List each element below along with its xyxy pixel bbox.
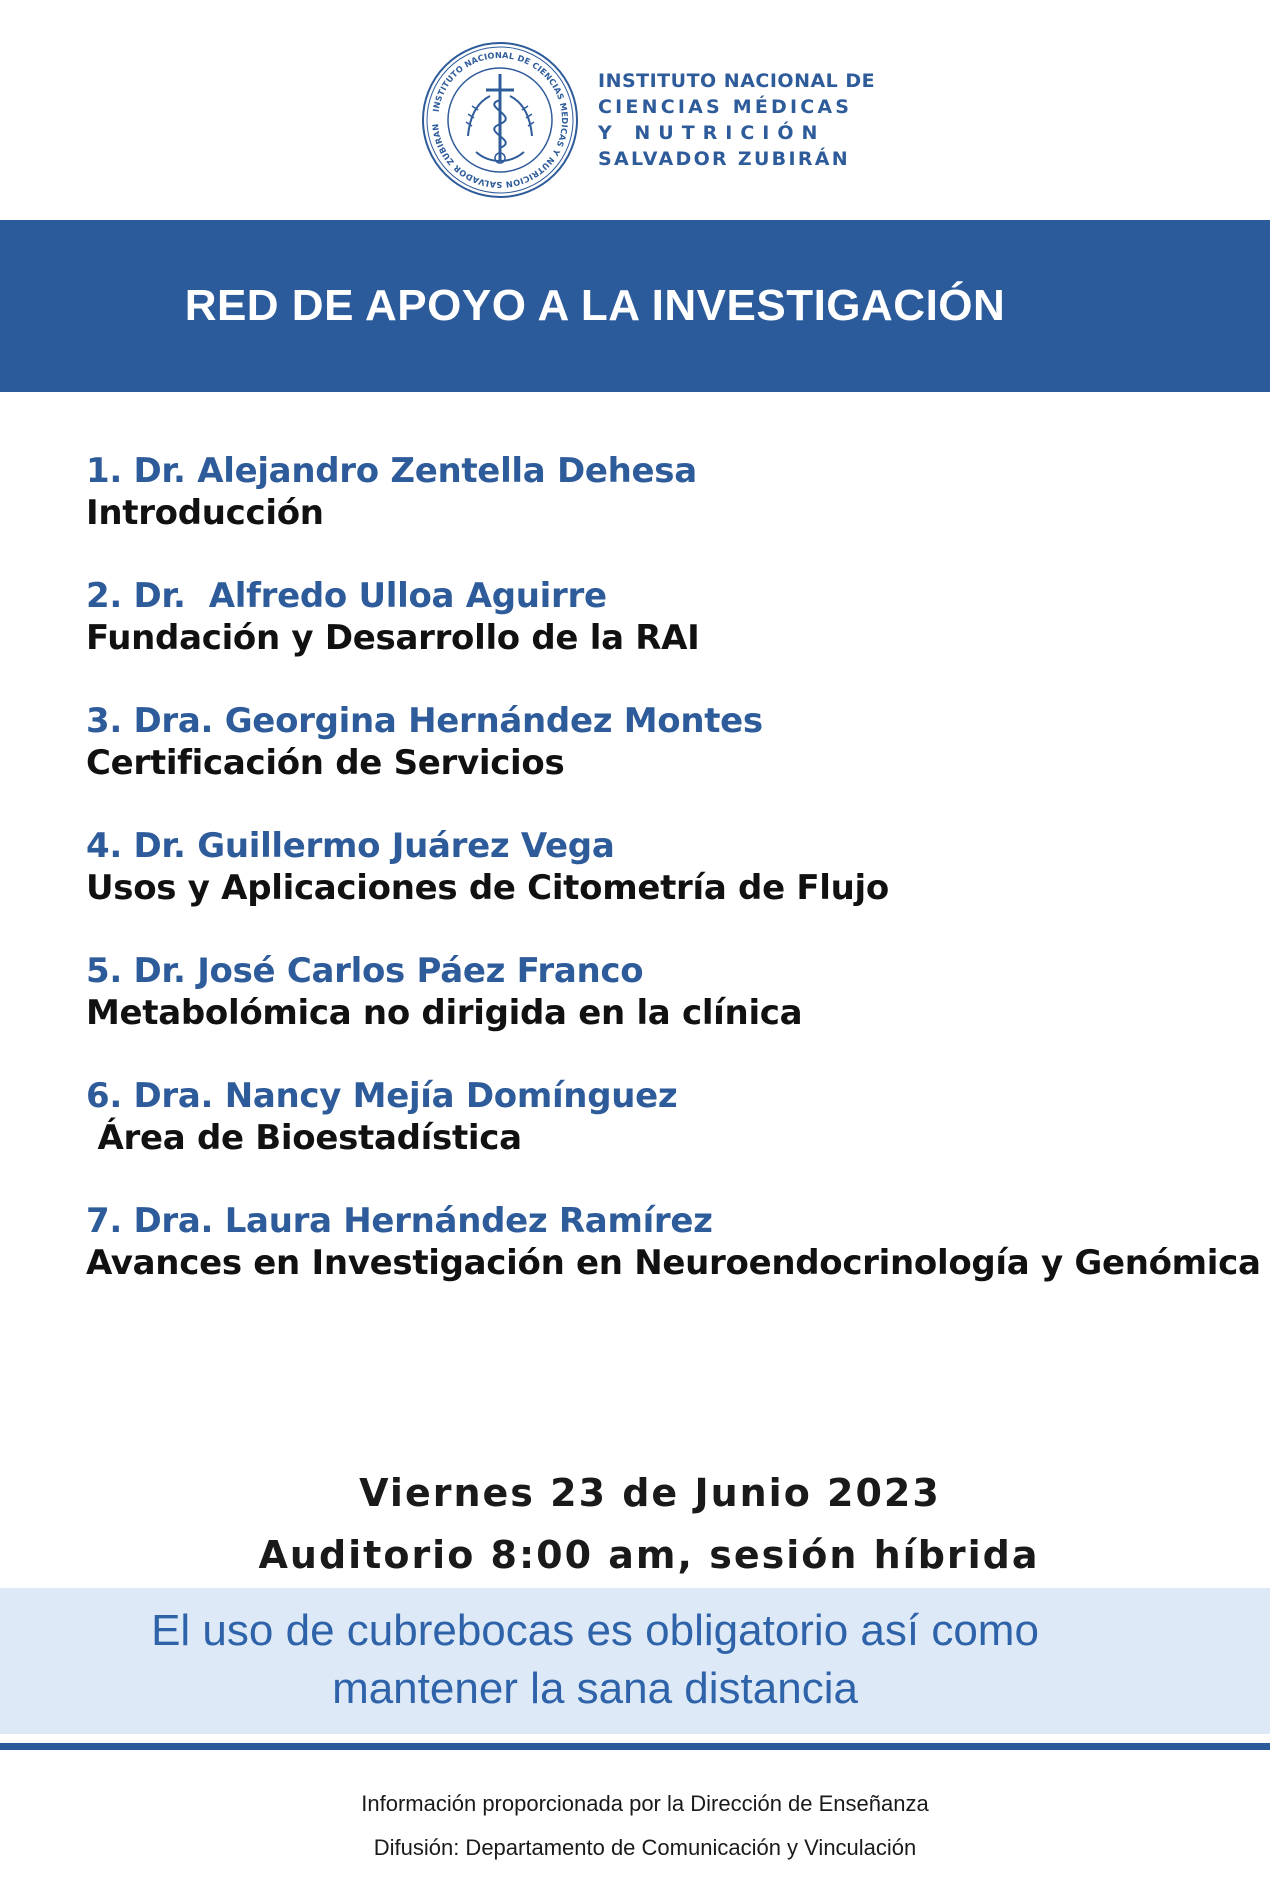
talk-topic: Metabolómica no dirigida en la clínica xyxy=(86,993,803,1033)
divider xyxy=(0,1743,1270,1750)
institution-name-line: SALVADOR ZUBIRÁN xyxy=(598,148,850,170)
talk-speaker: 5. Dr. José Carlos Páez Franco xyxy=(86,951,644,991)
institution-name-line: INSTITUTO NACIONAL DE xyxy=(598,70,876,92)
talk-speaker: 7. Dra. Laura Hernández Ramírez xyxy=(86,1201,713,1241)
talk-list xyxy=(86,450,1261,1325)
page-title: RED DE APOYO A LA INVESTIGACIÓN xyxy=(184,281,1006,330)
notice-line: El uso de cubrebocas es obligatorio así como xyxy=(151,1606,1039,1655)
event-date: Viernes 23 de Junio 2023 xyxy=(359,1471,941,1515)
talk-topic: Introducción xyxy=(86,493,324,533)
talk-topic: Fundación y Desarrollo de la RAI xyxy=(86,618,700,658)
notice-bar xyxy=(0,1588,1270,1734)
title-banner xyxy=(0,220,1270,392)
talk-speaker: 6. Dra. Nancy Mejía Domínguez xyxy=(86,1076,678,1116)
list-item xyxy=(86,575,1246,700)
svg-text:INSTITUTO NACIONAL DE CIENCIAS: INSTITUTO NACIONAL DE CIENCIAS MEDICAS Y NUTRICION SALVADOR ZUBIRAN xyxy=(430,49,571,191)
list-item xyxy=(86,825,1246,950)
footer xyxy=(0,1782,1270,1870)
institution-seal-icon xyxy=(420,40,580,200)
talk-speaker: 4. Dr. Guillermo Juárez Vega xyxy=(86,826,615,866)
event-location: Auditorio 8:00 am, sesión híbrida xyxy=(258,1533,1040,1577)
list-item xyxy=(86,1075,1246,1200)
list-item xyxy=(86,950,1246,1075)
talk-topic: Certificación de Servicios xyxy=(86,743,565,783)
list-item xyxy=(86,450,1246,575)
talk-speaker: 3. Dra. Georgina Hernández Montes xyxy=(86,701,763,741)
footer-diffusion: Difusión: Departamento de Comunicación y Vinculación xyxy=(373,1835,917,1860)
notice-text xyxy=(0,1602,1190,1718)
talk-topic: Usos y Aplicaciones de Citometría de Flujo xyxy=(86,868,889,908)
list-item xyxy=(86,1200,1261,1325)
talk-speaker: 2. Dr. Alfredo Ulloa Aguirre xyxy=(86,576,607,616)
talk-topic: Área de Bioestadística xyxy=(86,1118,522,1158)
institution-name xyxy=(598,68,875,172)
notice-line: mantener la sana distancia xyxy=(332,1664,858,1713)
footer-source: Información proporcionada por la Dirección de Enseñanza xyxy=(361,1791,929,1816)
institution-name-line: CIENCIAS MÉDICAS xyxy=(598,96,853,118)
list-item xyxy=(86,700,1246,825)
talk-topic: Avances en Investigación en Neuroendocrinología y Genómica xyxy=(86,1243,1261,1283)
institution-logo xyxy=(420,40,875,200)
event-info xyxy=(0,1462,1270,1586)
institution-name-line: Y NUTRICIÓN xyxy=(598,122,826,144)
talk-speaker: 1. Dr. Alejandro Zentella Dehesa xyxy=(86,451,697,491)
